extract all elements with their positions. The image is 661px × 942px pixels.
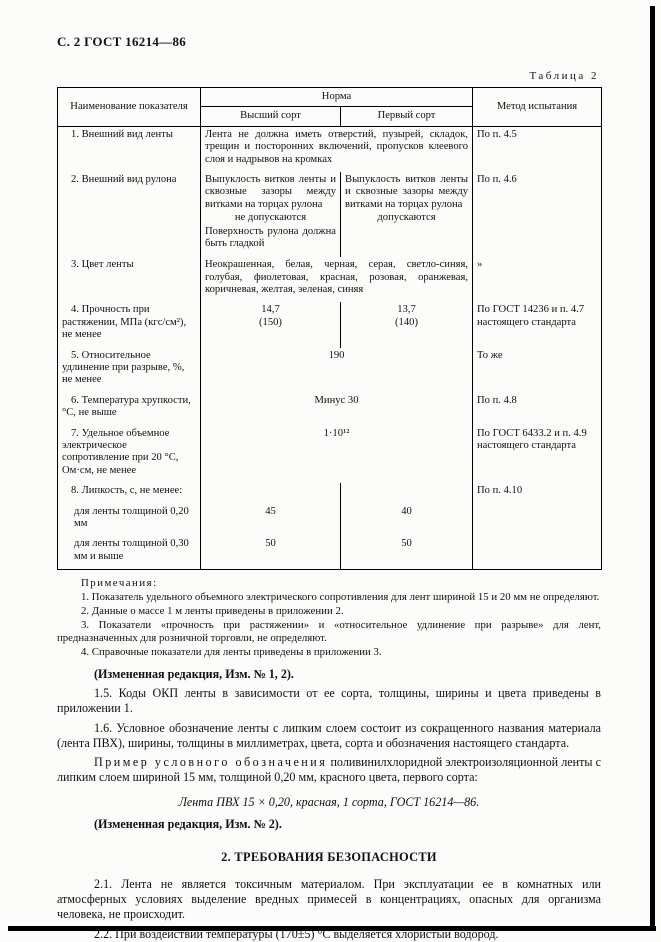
- row5-method: То же: [473, 348, 602, 393]
- row2-norm-high: [201, 172, 341, 257]
- table-row: [58, 126, 602, 172]
- row4-norm-high: [201, 302, 341, 347]
- norm-text: допускаются: [377, 212, 436, 224]
- example-designation: Лента ПВХ 15 × 0,20, красная, 1 сорта, ГОСТ 16214—86.: [178, 794, 480, 809]
- table-row: [58, 348, 602, 393]
- changed-note-1: (Измененная редакция, Изм. № 1, 2).: [94, 666, 294, 681]
- norm-value: 14,7: [261, 304, 280, 316]
- row4-method: По ГОСТ 14236 и п. 4.7 настоящего стандарта: [473, 302, 602, 347]
- row8a-norm-first: 40: [341, 504, 473, 537]
- row1-name: 1. Внешний вид ленты: [58, 126, 201, 172]
- row8a-method: [473, 504, 602, 537]
- notes-title: Примечания:: [81, 577, 158, 590]
- row8b-method: [473, 536, 602, 569]
- norm-text: не допускаются: [234, 212, 307, 224]
- row5-norm: 190: [201, 348, 473, 393]
- table-row: [58, 504, 602, 537]
- row6-method: По п. 4.8: [473, 393, 602, 426]
- norm-text: Выпуклость витков ленты и сквозные зазоры между витками на торцах рулона: [205, 173, 336, 210]
- paragraph-1-5: 1.5. Коды ОКП ленты в зависимости от ее сорта, толщины, ширины и цвета приведены в приложении 1.: [57, 686, 601, 716]
- norm-value-alt: (150): [259, 316, 282, 328]
- row2-method: По п. 4.6: [473, 172, 602, 257]
- row8-method: По п. 4.10: [473, 483, 602, 503]
- row8b-name: для ленты толщиной 0,30 мм и выше: [58, 536, 201, 569]
- table-caption: Таблица 2: [529, 70, 599, 82]
- changed-note-2: (Измененная редакция, Изм. № 2).: [94, 816, 282, 831]
- row1-method: По п. 4.5: [473, 126, 602, 172]
- table-row: [58, 302, 602, 347]
- row3-name: 3. Цвет ленты: [58, 257, 201, 302]
- spec-table: [57, 87, 602, 570]
- example-rest-text: поливинилхлоридной электроизоляционной ленты с липким слоем шириной 15 мм, толщиной 0,20 мм, красного цвета, первого сорта:: [57, 755, 602, 785]
- row7-norm: 1·10¹²: [201, 426, 473, 484]
- row3-norm: Неокрашенная, белая, черная, серая, светло-синяя, голубая, фиолетовая, красная, розовая, оранжевая, коричневая, желтая, зеленая, синяя: [201, 257, 473, 302]
- table-row: [58, 536, 602, 569]
- table-row: [58, 257, 602, 302]
- note-item: 2. Данные о массе 1 м ленты приведены в приложении 2.: [81, 604, 344, 617]
- col-header-high-grade: Высший сорт: [201, 107, 341, 126]
- page: [57, 34, 601, 942]
- row8a-norm-high: 45: [201, 504, 341, 537]
- scan-edge-right: [650, 6, 655, 930]
- table-row: [58, 172, 602, 257]
- row3-method: »: [473, 257, 602, 302]
- page-header: С. 2 ГОСТ 16214—86: [57, 34, 187, 49]
- table-row: [58, 426, 602, 484]
- example-lead-text: Пример условного обозначения: [94, 755, 328, 770]
- notes-block: [57, 577, 601, 660]
- row2-name: 2. Внешний вид рулона: [58, 172, 201, 257]
- paragraph-2-2: 2.2. При воздействии температуры (170±5) °С выделяется хлористый водород.: [94, 926, 499, 941]
- col-header-name: Наименование показателя: [58, 88, 201, 127]
- norm-value-alt: (140): [395, 316, 418, 328]
- row8b-norm-first: 50: [341, 536, 473, 569]
- paragraph-1-6: 1.6. Условное обозначение ленты с липким слоем состоит из сокращенного названия материала (лента ПВХ), ширины, толщины в миллиметрах, цвета, сорта и обозначения настоящего стандарта.: [57, 720, 601, 750]
- row5-name: 5. Относительное удлинение при разрыве, %, не менее: [58, 348, 201, 393]
- norm-text: Выпуклость витков ленты и сквозные зазоры между витками на торцах рулона: [345, 173, 469, 210]
- col-header-method: Метод испытания: [473, 88, 602, 127]
- table-header-row: [58, 88, 602, 107]
- table-row: [58, 483, 602, 503]
- norm-value: 13,7: [397, 304, 416, 316]
- row1-norm: Лента не должна иметь отверстий, пузырей, складок, трещин и посторонних включений, пропусков клеевого слоя и надрывов на кромках: [201, 126, 473, 172]
- row8b-norm-high: 50: [201, 536, 341, 569]
- row7-name: 7. Удельное объемное электрическое сопротивление при 20 °С, Ом·см, не менее: [58, 426, 201, 484]
- table-row: [58, 393, 602, 426]
- note-item: 3. Показатели «прочность при растяжении» и «относительное удлинение при разрыве» для лент, предназначенных для розничной торговли, не определяют.: [57, 618, 601, 645]
- note-item: 4. Справочные показатели для ленты приведены в приложении 3.: [81, 646, 382, 659]
- row2-norm-first: [341, 172, 473, 257]
- norm-text: Поверхность рулона должна быть гладкой: [205, 225, 336, 249]
- row4-norm-first: [341, 302, 473, 347]
- row8-norm-high: [201, 483, 341, 503]
- row8a-name: для ленты толщиной 0,20 мм: [58, 504, 201, 537]
- col-header-first-grade: Первый сорт: [341, 107, 473, 126]
- paragraph-2-1: 2.1. Лента не является токсичным материалом. При эксплуатации ее в комнатных или атмосферных условиях выделение вредных примесей в концентрациях, опасных для организма человека, не происходит.: [57, 876, 601, 922]
- row6-norm: Минус 30: [201, 393, 473, 426]
- paragraph-example-intro: [57, 755, 601, 785]
- col-header-norma: Норма: [201, 88, 473, 107]
- row4-name: 4. Прочность при растяжении, МПа (кгс/см²), не менее: [58, 302, 201, 347]
- row8-name: 8. Липкость, с, не менее:: [58, 483, 201, 503]
- section-2-title: 2. ТРЕБОВАНИЯ БЕЗОПАСНОСТИ: [221, 849, 437, 864]
- row8-norm-first: [341, 483, 473, 503]
- row7-method: По ГОСТ 6433.2 и п. 4.9 настоящего стандарта: [473, 426, 602, 484]
- note-item: 1. Показатель удельного объемного электрического сопротивления для лент шириной 15 и 20 мм не определяют.: [81, 590, 600, 603]
- row6-name: 6. Температура хрупкости, °С, не выше: [58, 393, 201, 426]
